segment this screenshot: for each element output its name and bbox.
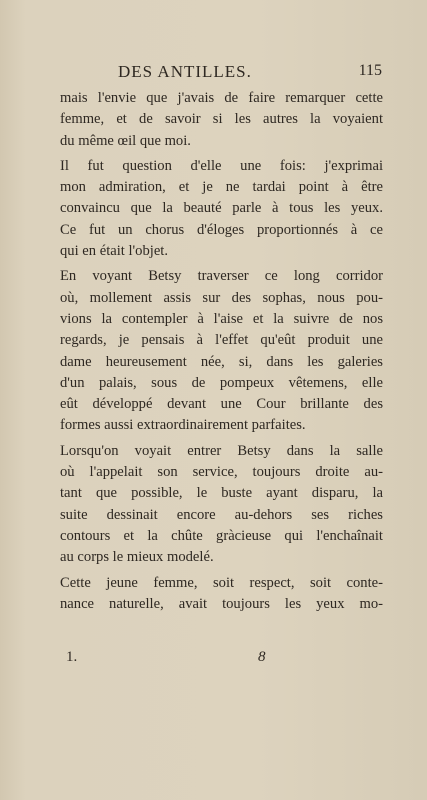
text-line: En voyant Betsy traverser ce long corridor [60, 268, 383, 285]
running-title: DES ANTILLES. [118, 62, 252, 81]
text-line: qui en était l'objet. [60, 243, 168, 260]
text-line: femme, et de savoir si les autres la voyaient [60, 111, 383, 128]
text-line: eût développé devant une Cour brillante des [60, 396, 383, 413]
text-line: Cette jeune femme, soit respect, soit conte- [60, 574, 383, 591]
text-line: du même œil que moi. [60, 132, 191, 149]
text-line: où, mollement assis sur des sophas, nous pou- [60, 289, 383, 306]
signature-mark: 8 [258, 649, 266, 665]
text-line: mon admiration, et je ne tardai point à être [60, 179, 383, 196]
text-line: vions la contempler à l'aise et la suivre de nos [60, 310, 383, 327]
text-line: Lorsqu'on voyait entrer Betsy dans la salle [60, 442, 383, 459]
text-line: regards, je pensais à l'effet qu'eût produit une [60, 332, 383, 349]
text-line: contours et la chûte gràcieuse qui l'enchaînait [60, 527, 383, 544]
page-footer [60, 649, 382, 669]
body-text [60, 88, 383, 615]
volume-mark: 1. [66, 649, 78, 665]
text-line: suite dessinait encore au-dehors ses riches [60, 506, 383, 523]
text-line: convaincu que la beauté parle à tous les yeux. [60, 200, 383, 217]
text-line: Ce fut un chorus d'éloges proportionnés à ce [60, 221, 383, 238]
text-line: où l'appelait son service, toujours droite au- [60, 464, 383, 481]
page-header [60, 62, 382, 84]
text-line: formes aussi extraordinairement parfaites. [60, 417, 306, 434]
text-line: nance naturelle, avait toujours les yeux mo- [60, 595, 383, 612]
text-line: Il fut question d'elle une fois: j'exprimai [60, 157, 383, 174]
text-line: mais l'envie que j'avais de faire remarquer cette [60, 90, 383, 106]
text-line: dame heureusement née, si, dans les galeries [60, 353, 383, 370]
page-number: 115 [358, 62, 382, 79]
text-line: tant que possible, le buste ayant disparu, la [60, 485, 383, 502]
text-line: au corps le mieux modelé. [60, 549, 214, 566]
text-line: d'un palais, sous de pompeux vêtemens, elle [60, 374, 383, 391]
